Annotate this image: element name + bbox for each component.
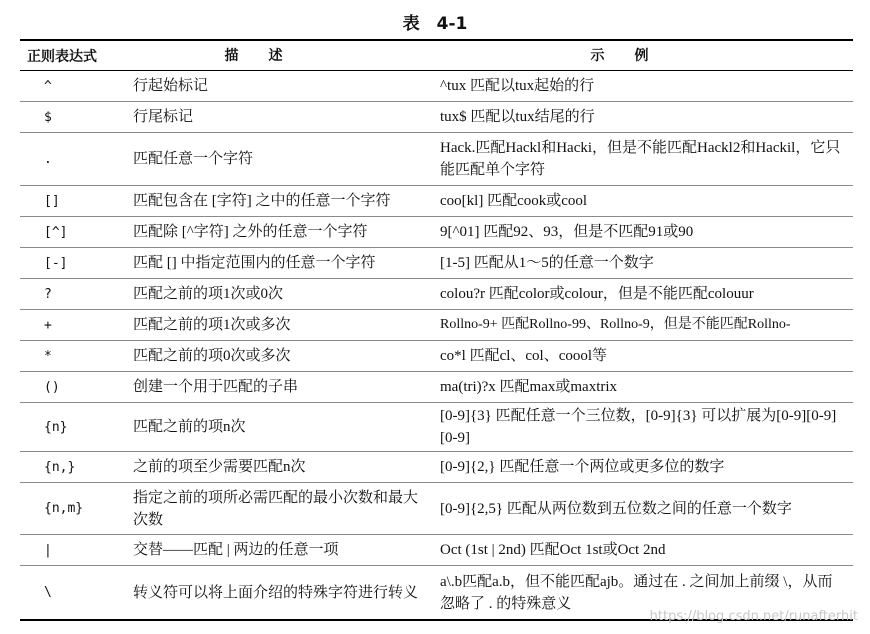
example-cell: a\.b匹配a.b，但不能匹配ajb。通过在 . 之间加上前缀 \，从而忽略了 . 的特殊意义 <box>440 573 833 612</box>
regex-cell: {n} <box>44 419 68 435</box>
header-description: 描述 <box>224 47 313 64</box>
regex-cell: ? <box>44 286 52 302</box>
regex-cell: * <box>44 348 52 364</box>
table-row <box>20 372 853 403</box>
description-cell: 之前的项至少需要匹配n次 <box>133 459 306 475</box>
example-cell: ma(tri)?x 匹配max或maxtrix <box>440 379 618 395</box>
table-row <box>20 71 853 102</box>
table-row <box>20 279 853 310</box>
example-cell: [1-5] 匹配从1～5的任意一个数字 <box>440 255 654 271</box>
description-cell: 匹配之前的项1次或多次 <box>133 317 291 333</box>
regex-cell: [^] <box>44 224 68 240</box>
table-row <box>20 102 853 133</box>
regex-cell: [-] <box>44 255 68 271</box>
regex-cell: () <box>44 379 60 395</box>
description-cell: 匹配之前的项0次或多次 <box>133 348 291 364</box>
regex-cell: . <box>44 151 52 167</box>
regex-cell: \ <box>44 585 52 600</box>
table-row <box>20 186 853 217</box>
description-cell: 行起始标记 <box>133 78 209 94</box>
description-cell: 匹配 [] 中指定范围内的任意一个字符 <box>133 255 376 271</box>
example-cell: [0-9]{2,5} 匹配从两位数到五位数之间的任意一个数字 <box>440 500 792 517</box>
table-header-row <box>20 41 853 71</box>
example-cell: [0-9]{2,} 匹配任意一个两位或更多位的数字 <box>440 459 725 475</box>
description-cell: 匹配包含在 [字符] 之中的任意一个字符 <box>133 193 391 209</box>
regex-cell: | <box>44 542 52 558</box>
description-cell: 指定之前的项所必需匹配的最小次数和最大次数 <box>133 489 419 528</box>
example-cell: co*l 匹配cl、col、coool等 <box>440 348 608 364</box>
example-cell: Hack.匹配Hackl和Hacki，但是不能匹配Hackl2和Hackil，它只能匹配单个字符 <box>440 140 841 178</box>
example-cell: colou?r 匹配color或colour，但是不能匹配colouur <box>440 286 754 302</box>
example-cell: coo[kl] 匹配cook或cool <box>440 193 588 209</box>
example-cell: Rollno-9+ 匹配Rollno-99、Rollno-9，但是不能匹配Rollno- <box>440 317 791 332</box>
regex-cell: ^ <box>44 78 52 94</box>
table-row <box>20 341 853 372</box>
description-cell: 创建一个用于匹配的子串 <box>133 379 299 395</box>
description-cell: 匹配之前的项n次 <box>133 419 246 435</box>
table-row <box>20 133 853 186</box>
example-cell: tux$ 匹配以tux结尾的行 <box>440 109 595 125</box>
description-cell: 转义符可以将上面介绍的特殊字符进行转义 <box>133 584 419 601</box>
example-cell: Oct (1st | 2nd) 匹配Oct 1st或Oct 2nd <box>440 542 666 558</box>
example-cell: ^tux 匹配以tux起始的行 <box>440 78 595 94</box>
description-cell: 匹配之前的项1次或0次 <box>133 286 284 302</box>
description-cell: 交替——匹配 | 两边的任意一项 <box>133 542 339 558</box>
table-row <box>20 483 853 535</box>
description-cell: 行尾标记 <box>133 109 194 125</box>
example-cell: [0-9]{3} 匹配任意一个三位数，[0-9]{3} 可以扩展为[0-9][0-9][0-9] <box>440 408 837 446</box>
table-row <box>20 310 853 341</box>
regex-cell: {n,} <box>44 459 76 475</box>
regex-cell: [] <box>44 193 60 209</box>
table-row <box>20 248 853 279</box>
header-regex: 正则表达式 <box>27 48 97 65</box>
watermark: https://blog.csdn.net/runafterhit <box>649 609 858 624</box>
table-row <box>20 535 853 566</box>
example-cell: 9[^01] 匹配92、93，但是不匹配91或90 <box>440 224 694 240</box>
header-example: 示例 <box>590 47 679 64</box>
regex-cell: {n,m} <box>44 501 84 516</box>
description-cell: 匹配任意一个字符 <box>133 151 254 167</box>
regex-cell: $ <box>44 109 52 125</box>
table-row <box>20 452 853 483</box>
table-row <box>20 217 853 248</box>
table-row <box>20 403 853 452</box>
regex-cell: + <box>44 317 52 333</box>
description-cell: 匹配除 [^字符] 之外的任意一个字符 <box>133 224 368 240</box>
table-caption: 表 4-1 <box>402 14 468 34</box>
regex-table <box>20 39 853 621</box>
